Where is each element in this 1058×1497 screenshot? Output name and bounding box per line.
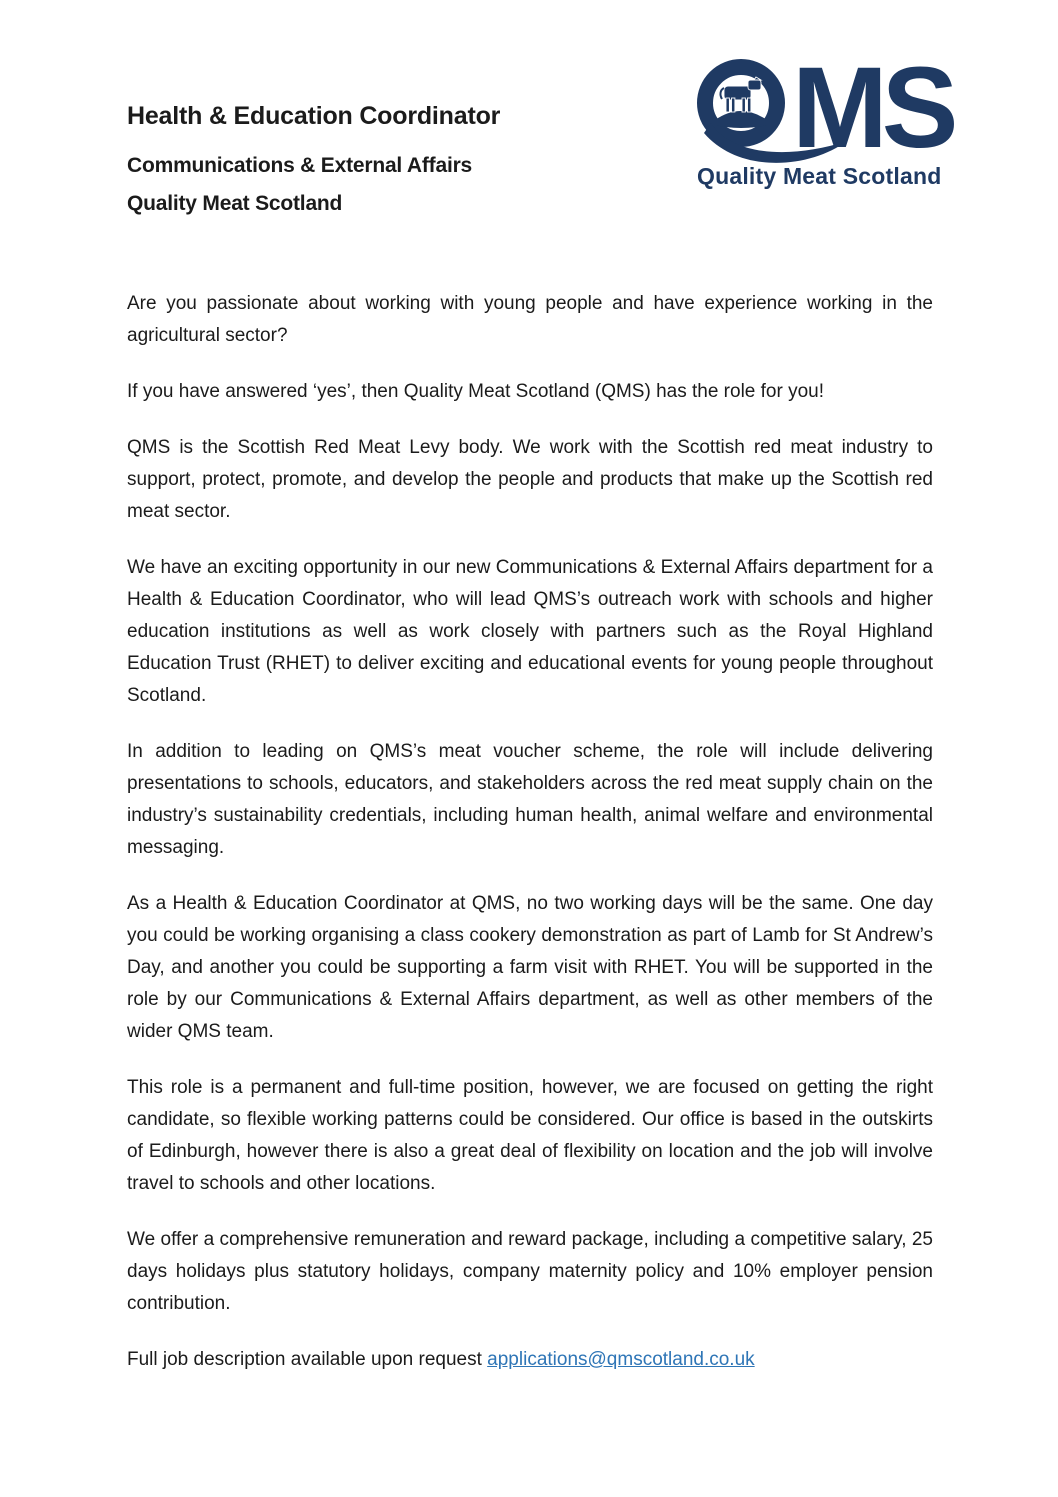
benefits-paragraph: We offer a comprehensive remuneration and reward package, including a competitive salary, 25 days holidays plus statutory holidays, company maternity policy and 10% employer pension contribution. xyxy=(127,1229,933,1314)
email-link[interactable]: applications@qmscotland.co.uk xyxy=(487,1349,755,1370)
company-subtitle: Quality Meat Scotland xyxy=(127,192,343,215)
role-terms-paragraph: This role is a permanent and full-time position, however, we are focused on getting the right candidate, so flexible working patterns could be considered. Our office is based in the outskirts of Edinburgh, however there is also a great deal of flexibility on location and the job will involve travel to schools and other locations. xyxy=(127,1077,933,1194)
closing-text: Full job description available upon request xyxy=(127,1349,488,1370)
typical-day-paragraph: As a Health & Education Coordinator at QMS, no two working days will be the same. One day you could be working organising a class cookery demonstration as part of Lamb for St Andrew’s Day, and another you could be supporting a farm visit with RHET. You will be supported in the role by our Communications & External Affairs department, as well as other members of the wider QMS team. xyxy=(127,893,933,1042)
logo-tagline: Quality Meat Scotland xyxy=(697,163,942,189)
body-text xyxy=(127,288,933,1376)
document-content xyxy=(127,0,933,1400)
closing-line xyxy=(127,1344,933,1376)
opportunity-paragraph: We have an exciting opportunity in our new Communications & External Affairs department for a Health & Education Coordinator, who will lead QMS’s outreach work with schools and higher education institutions as well as work closely with partners such as the Royal Highland Education Trust (RHET) to deliver exciting and educational events for young people throughout Scotland. xyxy=(127,557,933,706)
logo-ms-letters: MS xyxy=(792,57,953,169)
department-subtitle: Communications & External Affairs xyxy=(127,154,473,177)
answered-yes-paragraph: If you have answered ‘yes’, then Quality Meat Scotland (QMS) has the role for you! xyxy=(127,381,825,402)
page-title: Health & Education Coordinator xyxy=(127,102,501,130)
responsibilities-paragraph: In addition to leading on QMS’s meat voucher scheme, the role will include delivering presentations to schools, educators, and stakeholders across the red meat supply chain on the industry’s sustainability credentials, including human health, animal welfare and environmental messaging. xyxy=(127,741,933,858)
intro-question-paragraph: Are you passionate about working with young people and have experience working in the agricultural sector? xyxy=(127,293,933,346)
about-qms-paragraph: QMS is the Scottish Red Meat Levy body. We work with the Scottish red meat industry to support, protect, promote, and develop the people and products that make up the Scottish red meat sector. xyxy=(127,437,933,522)
